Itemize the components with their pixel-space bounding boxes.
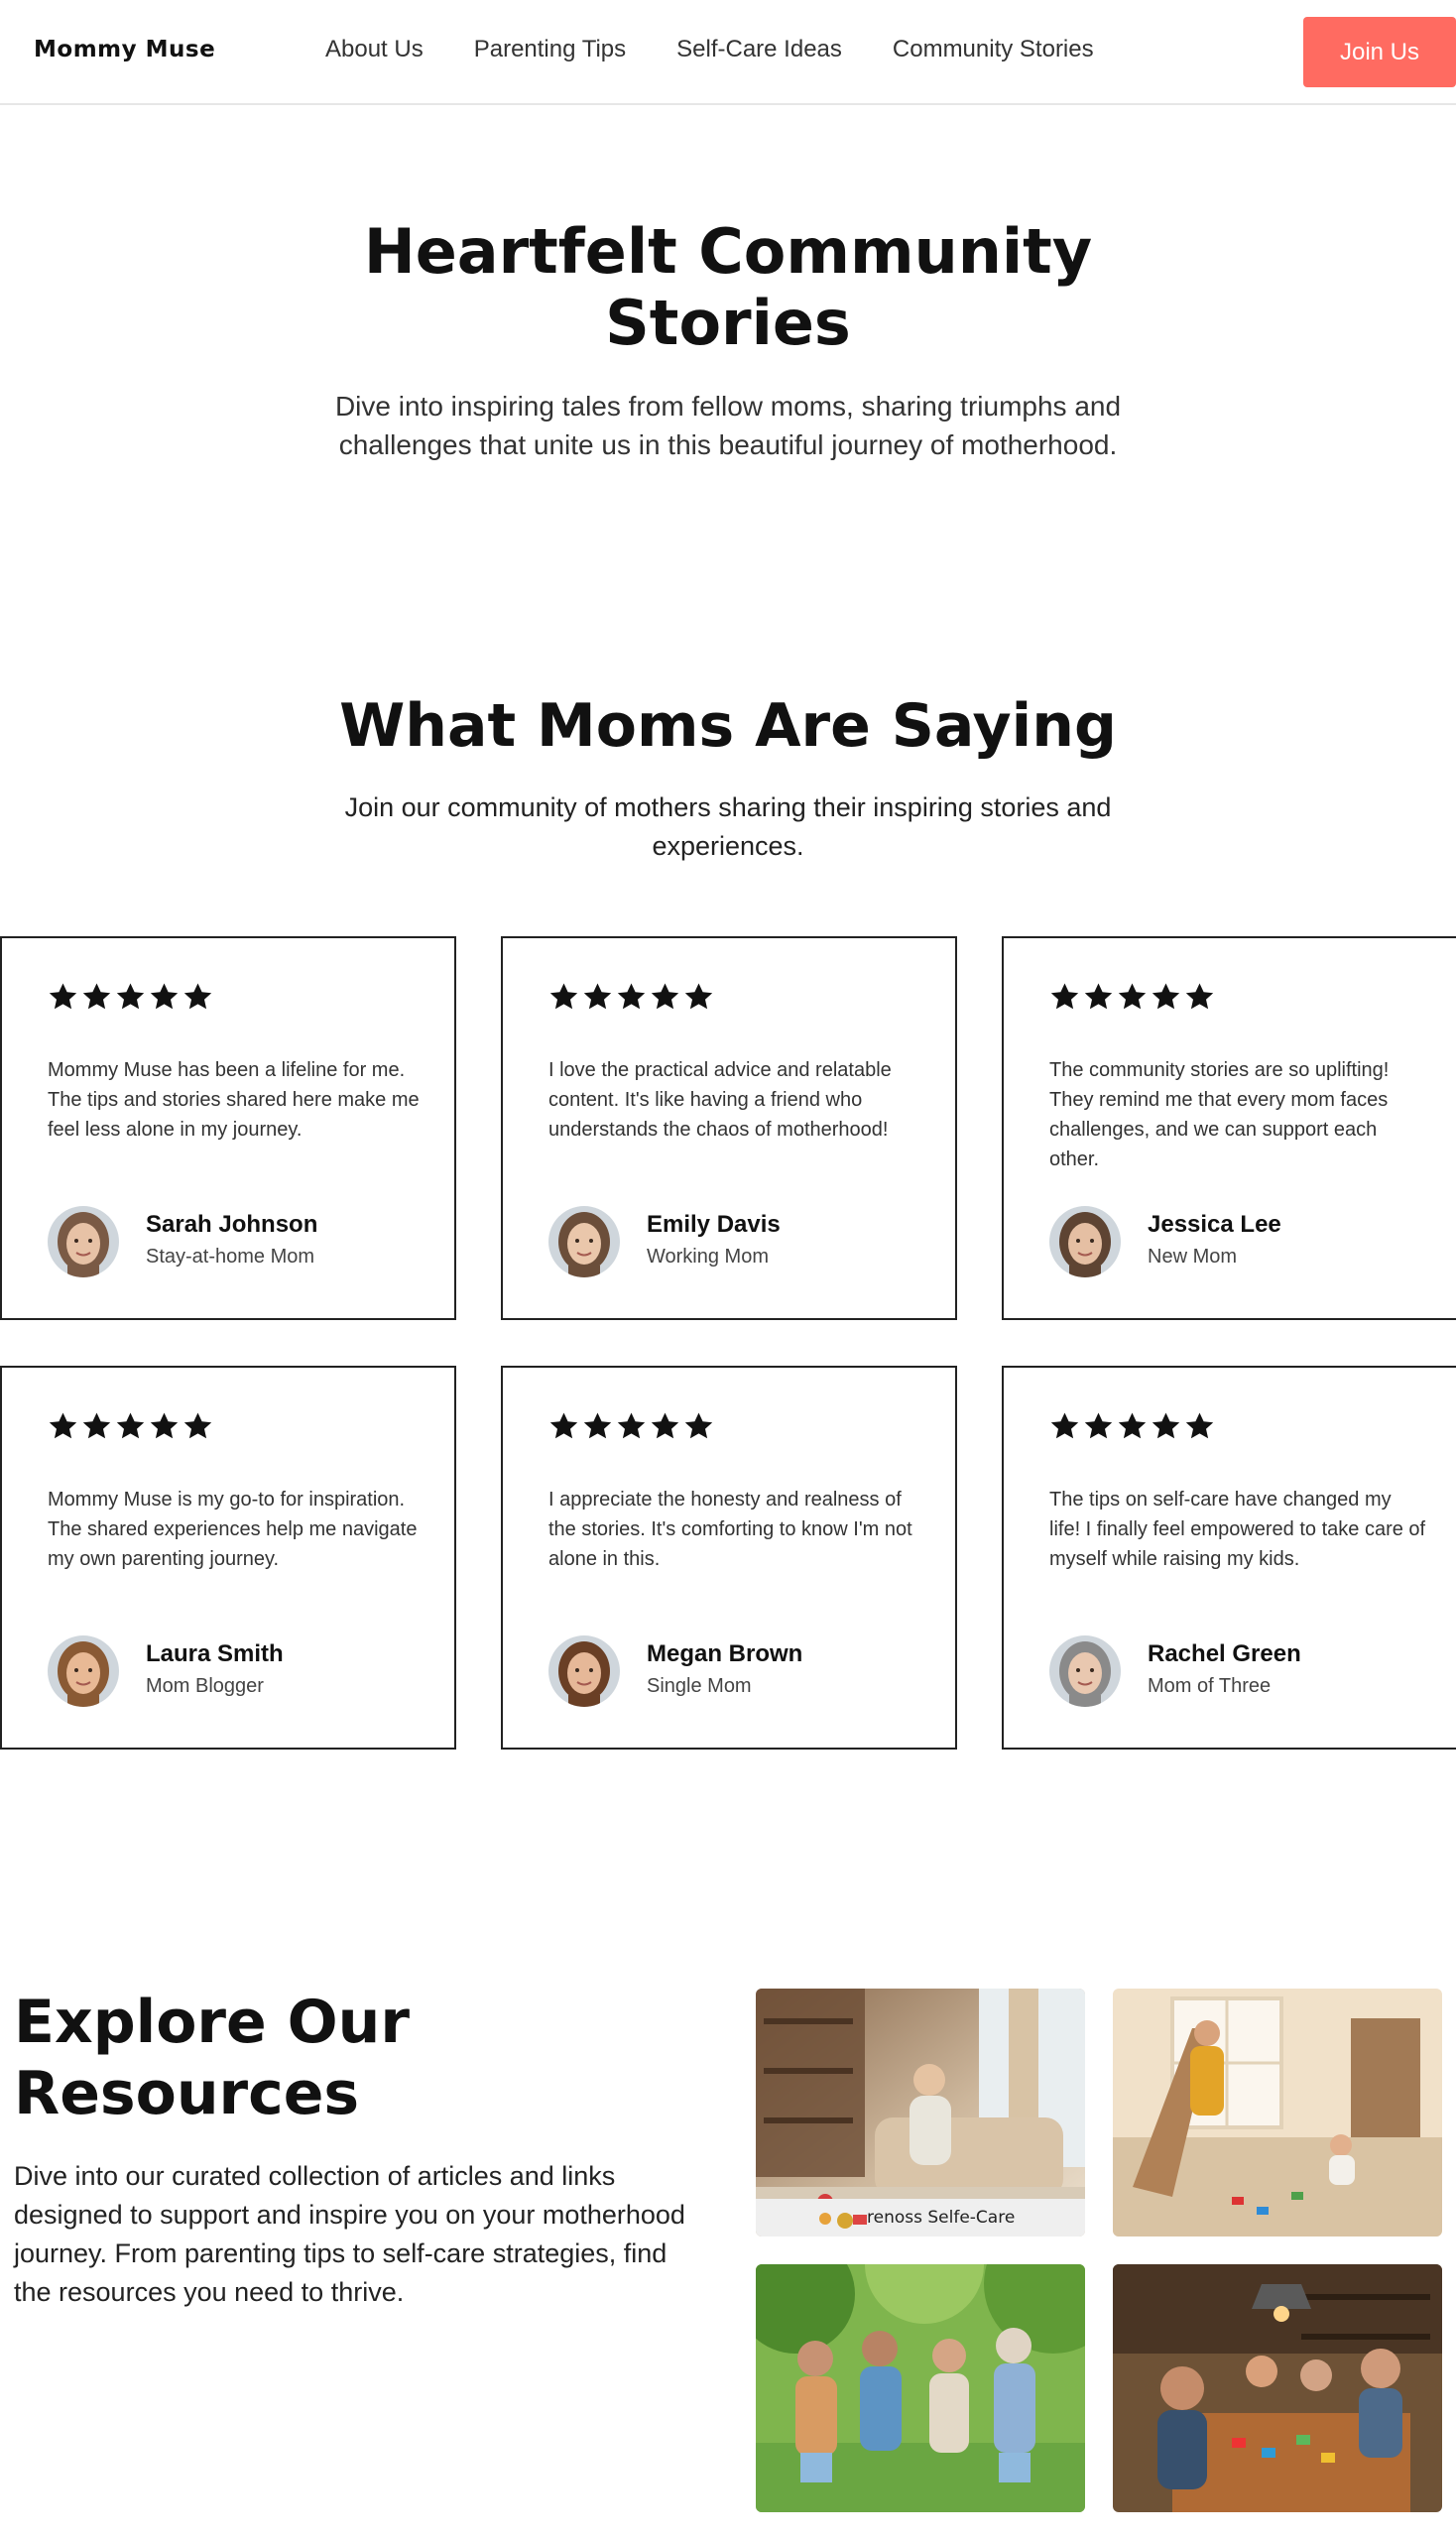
testimonial-card [501, 936, 957, 1320]
nav-link-about-us[interactable]: About Us [325, 36, 424, 62]
resource-image-family-games[interactable] [1113, 2264, 1442, 2512]
resource-image-mom-painting[interactable] [1113, 1989, 1442, 2237]
avatar [1049, 1206, 1121, 1277]
star-icon [81, 1411, 112, 1442]
testimonial-quote: I love the practical advice and relatable content. It's like having a friend who understands the chaos of motherhood! [548, 1059, 892, 1141]
star-icon [650, 1411, 680, 1442]
star-icon [1184, 1411, 1215, 1442]
star-icon [149, 982, 180, 1013]
author-role: Mom of Three [1148, 1675, 1272, 1697]
star-rating [548, 1411, 714, 1442]
painting-room-photo [1113, 1989, 1442, 2237]
star-icon [182, 1411, 213, 1442]
resource-image-mom-relaxing[interactable] [756, 1989, 1085, 2237]
star-icon [650, 982, 680, 1013]
resource-image-moms-park[interactable] [756, 2264, 1085, 2512]
star-icon [1117, 982, 1148, 1013]
star-icon [616, 982, 647, 1013]
testimonial-card [501, 1366, 957, 1750]
author-name: Jessica Lee [1148, 1211, 1281, 1238]
avatar [548, 1635, 620, 1707]
testimonial-quote: The community stories are so uplifting! They remind me that every mom faces challenges, and we can support each other. [1049, 1059, 1390, 1170]
testimonials-subtitle: Join our community of mothers sharing their inspiring stories and experiences. [344, 792, 1112, 861]
avatar [1049, 1635, 1121, 1707]
join-us-button[interactable]: Join Us [1303, 17, 1456, 87]
star-icon [115, 1411, 146, 1442]
testimonial-quote: I appreciate the honesty and realness of the stories. It's comforting to know I'm not alone in this. [548, 1489, 912, 1570]
testimonials-title: What Moms Are Saying [339, 691, 1117, 761]
testimonial-quote: Mommy Muse is my go-to for inspiration. The shared experiences help me navigate my own parenting journey. [48, 1489, 418, 1570]
site-logo[interactable]: Mommy Muse [34, 37, 216, 62]
author-role: Working Mom [647, 1246, 769, 1268]
star-icon [182, 982, 213, 1013]
avatar [48, 1206, 119, 1277]
star-icon [1184, 982, 1215, 1013]
family-game-photo [1113, 2264, 1442, 2512]
nav-link-community-stories[interactable]: Community Stories [892, 36, 1094, 62]
testimonial-quote: Mommy Muse has been a lifeline for me. The tips and stories shared here make me feel less alone in my journey. [48, 1059, 420, 1141]
star-icon [1151, 1411, 1181, 1442]
author-name: Emily Davis [647, 1211, 781, 1238]
author-role: Single Mom [647, 1675, 752, 1697]
star-icon [48, 982, 78, 1013]
star-rating [1049, 1411, 1215, 1442]
resource-caption [756, 2199, 1085, 2237]
author-role: Stay-at-home Mom [146, 1246, 315, 1268]
star-icon [548, 982, 579, 1013]
park-group-photo [756, 2264, 1085, 2512]
star-icon [81, 982, 112, 1013]
star-icon [1151, 982, 1181, 1013]
avatar [48, 1635, 119, 1707]
star-rating [1049, 982, 1215, 1013]
star-icon [1083, 982, 1114, 1013]
star-icon [48, 1411, 78, 1442]
star-rating [48, 982, 213, 1013]
author-name: Sarah Johnson [146, 1211, 318, 1238]
resources-title: Explore Our Resources [14, 1988, 410, 2128]
star-icon [582, 1411, 613, 1442]
nav-link-parenting-tips[interactable]: Parenting Tips [473, 36, 627, 62]
star-icon [683, 1411, 714, 1442]
star-icon [616, 1411, 647, 1442]
star-rating [548, 982, 714, 1013]
star-icon [149, 1411, 180, 1442]
resources-description: Dive into our curated collection of articles and links designed to support and inspire you on your motherhood journey. From parenting tips to self-care strategies, find the resources you need to thrive. [14, 2161, 685, 2307]
star-rating [48, 1411, 213, 1442]
author-role: New Mom [1148, 1246, 1238, 1268]
star-icon [582, 982, 613, 1013]
star-icon [683, 982, 714, 1013]
testimonial-quote: The tips on self-care have changed my life! I finally feel empowered to take care of myself while raising my kids. [1049, 1489, 1426, 1570]
author-name: Megan Brown [647, 1640, 803, 1667]
star-icon [1049, 1411, 1080, 1442]
hero-title: Heartfelt Community Stories [363, 215, 1093, 359]
testimonial-card [1002, 1366, 1456, 1750]
star-icon [115, 982, 146, 1013]
nav-link-self-care-ideas[interactable]: Self-Care Ideas [676, 36, 842, 62]
hero-subtitle: Dive into inspiring tales from fellow moms, sharing triumphs and challenges that unite us in this beautiful journey of motherhood. [334, 391, 1122, 460]
author-name: Laura Smith [146, 1640, 284, 1667]
testimonial-card [0, 936, 456, 1320]
star-icon [1117, 1411, 1148, 1442]
star-icon [1049, 982, 1080, 1013]
testimonial-card [1002, 936, 1456, 1320]
author-role: Mom Blogger [146, 1675, 264, 1697]
avatar [548, 1206, 620, 1277]
star-icon [548, 1411, 579, 1442]
author-name: Rachel Green [1148, 1640, 1301, 1667]
resource-caption-text: renoss Selfe-Care [867, 2208, 1016, 2228]
testimonial-card [0, 1366, 456, 1750]
nav-links [325, 36, 1094, 63]
top-navigation [0, 0, 1456, 105]
star-icon [1083, 1411, 1114, 1442]
